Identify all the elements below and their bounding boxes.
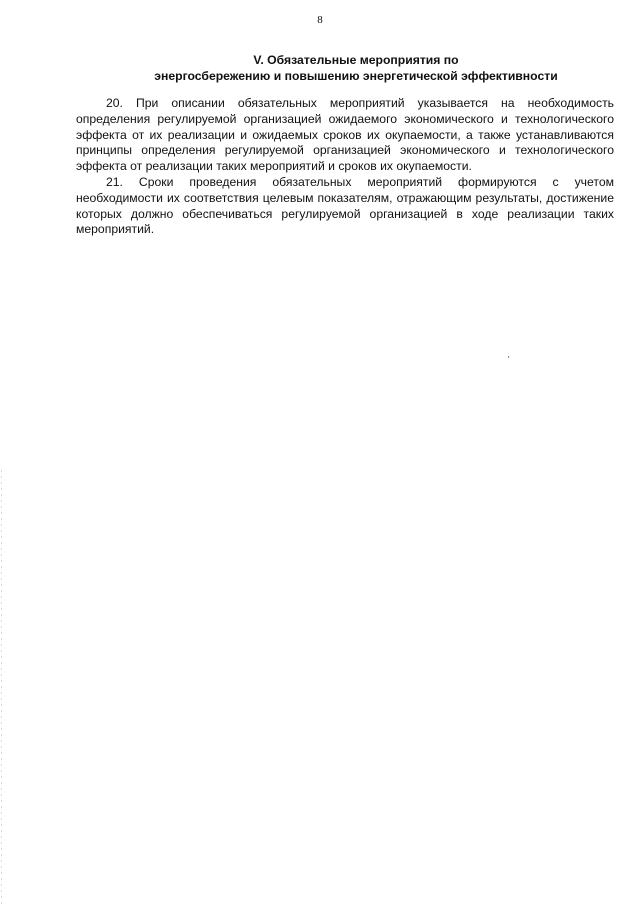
paragraph-21: 21. Сроки проведения обязательных мероприятий формируются с учетом необходимости их соответствия целевым показателям, отражающим результаты, достижение которых должно обеспечиваться регулируемой организацией в ходе реализации таких мероприятий.: [76, 174, 614, 237]
section-heading: [76, 52, 636, 84]
section-heading-line-1: V. Обязательные мероприятия по: [253, 53, 459, 67]
scan-edge-artifact: [1, 470, 2, 905]
page-number: 8: [317, 14, 323, 26]
section-heading-line-2: энергосбережению и повышению энергетической эффективности: [154, 69, 558, 83]
section-body: [76, 96, 614, 238]
scan-speck: [508, 356, 509, 358]
paragraph-20: 20. При описании обязательных мероприятий указывается на необходимость определения регулируемой организацией ожидаемого экономического и технологического эффекта от их реализации и ожидаемых сроков их окупаемости, а также устанавливаются принципы определения регулируемой организацией экономического и технологического эффекта от реализации таких мероприятий и сроков их окупаемости.: [76, 96, 614, 174]
